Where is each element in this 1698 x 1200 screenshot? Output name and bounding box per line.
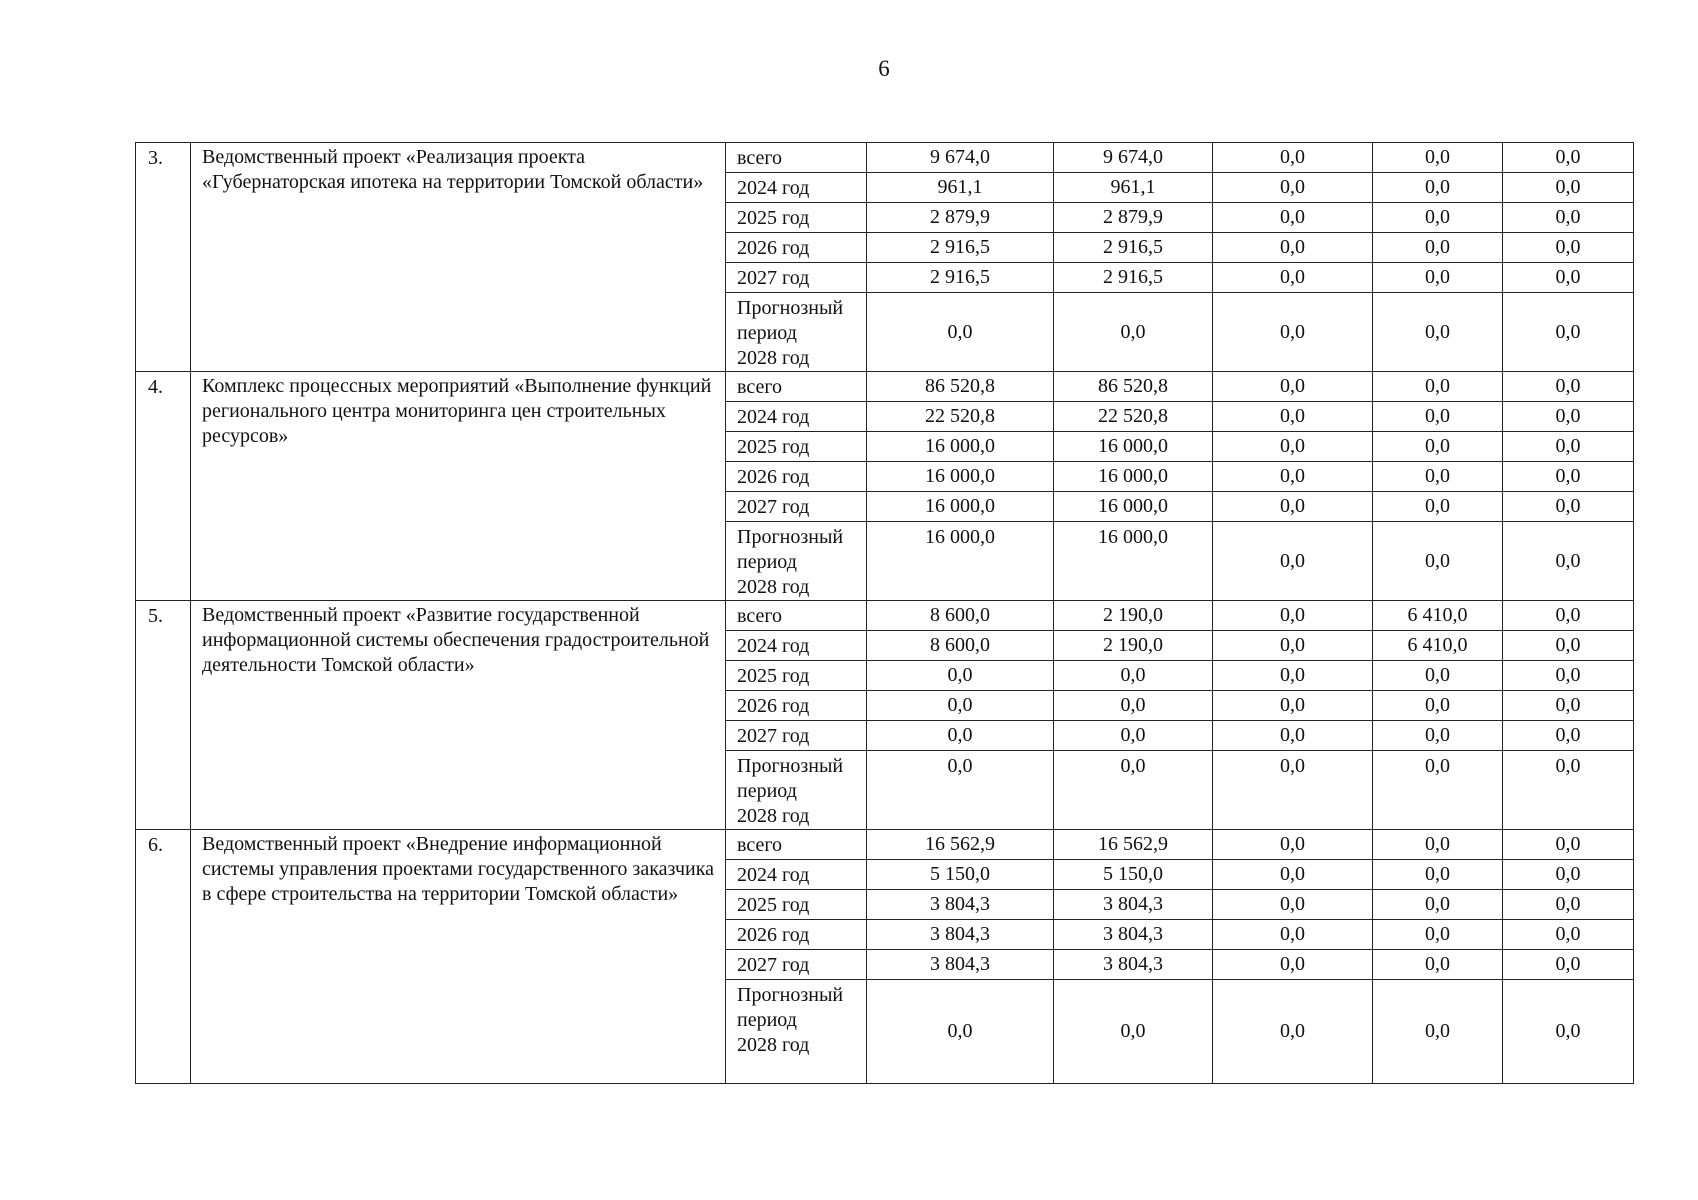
value-extra-budget: 0,0 (1503, 661, 1634, 691)
value-federal-budget: 0,0 (1213, 920, 1373, 950)
value-total: 16 000,0 (867, 492, 1054, 522)
period-label: 2025 год (726, 661, 867, 691)
value-total: 16 562,9 (867, 830, 1054, 860)
value-local-budget: 0,0 (1373, 293, 1503, 372)
value-total: 3 804,3 (867, 950, 1054, 980)
row-number: 5. (136, 601, 191, 830)
value-local-budget: 0,0 (1373, 661, 1503, 691)
value-extra-budget: 0,0 (1503, 432, 1634, 462)
value-total: 9 674,0 (867, 143, 1054, 173)
value-extra-budget: 0,0 (1503, 233, 1634, 263)
value-regional-budget: 0,0 (1054, 751, 1213, 830)
value-federal-budget: 0,0 (1213, 522, 1373, 601)
period-label: 2027 год (726, 721, 867, 751)
project-name: Ведомственный проект «Развитие государственной информационной системы обеспечения градостроительной деятельности Томской области» (191, 601, 726, 830)
value-local-budget: 6 410,0 (1373, 601, 1503, 631)
value-regional-budget: 0,0 (1054, 721, 1213, 751)
value-federal-budget: 0,0 (1213, 980, 1373, 1084)
value-total: 0,0 (867, 661, 1054, 691)
row-number: 6. (136, 830, 191, 1084)
value-local-budget: 0,0 (1373, 173, 1503, 203)
value-total: 2 916,5 (867, 233, 1054, 263)
period-label: 2025 год (726, 203, 867, 233)
period-label: Прогнозный период 2028 год (726, 293, 867, 372)
period-label: 2026 год (726, 920, 867, 950)
value-federal-budget: 0,0 (1213, 860, 1373, 890)
value-local-budget: 0,0 (1373, 920, 1503, 950)
value-total: 0,0 (867, 721, 1054, 751)
value-federal-budget: 0,0 (1213, 721, 1373, 751)
value-federal-budget: 0,0 (1213, 263, 1373, 293)
value-federal-budget: 0,0 (1213, 950, 1373, 980)
value-local-budget: 0,0 (1373, 233, 1503, 263)
value-local-budget: 0,0 (1373, 890, 1503, 920)
period-label: 2025 год (726, 890, 867, 920)
value-extra-budget: 0,0 (1503, 980, 1634, 1084)
value-local-budget: 0,0 (1373, 751, 1503, 830)
value-extra-budget: 0,0 (1503, 462, 1634, 492)
period-label: 2027 год (726, 263, 867, 293)
value-total: 961,1 (867, 173, 1054, 203)
value-total: 3 804,3 (867, 890, 1054, 920)
value-federal-budget: 0,0 (1213, 143, 1373, 173)
period-label: всего (726, 601, 867, 631)
period-label: 2026 год (726, 691, 867, 721)
period-label: 2027 год (726, 492, 867, 522)
value-local-budget: 0,0 (1373, 492, 1503, 522)
period-label: 2026 год (726, 233, 867, 263)
period-label: 2025 год (726, 432, 867, 462)
value-extra-budget: 0,0 (1503, 372, 1634, 402)
value-extra-budget: 0,0 (1503, 721, 1634, 751)
value-regional-budget: 2 190,0 (1054, 631, 1213, 661)
value-extra-budget: 0,0 (1503, 631, 1634, 661)
row-number: 3. (136, 143, 191, 372)
value-local-budget: 0,0 (1373, 860, 1503, 890)
value-regional-budget: 2 190,0 (1054, 601, 1213, 631)
value-regional-budget: 16 000,0 (1054, 462, 1213, 492)
value-regional-budget: 2 916,5 (1054, 233, 1213, 263)
value-federal-budget: 0,0 (1213, 402, 1373, 432)
table-row (136, 830, 1634, 860)
value-extra-budget: 0,0 (1503, 402, 1634, 432)
value-total: 3 804,3 (867, 920, 1054, 950)
value-extra-budget: 0,0 (1503, 601, 1634, 631)
value-regional-budget: 9 674,0 (1054, 143, 1213, 173)
value-federal-budget: 0,0 (1213, 751, 1373, 830)
value-extra-budget: 0,0 (1503, 143, 1634, 173)
value-regional-budget: 0,0 (1054, 691, 1213, 721)
value-extra-budget: 0,0 (1503, 691, 1634, 721)
value-federal-budget: 0,0 (1213, 601, 1373, 631)
value-local-budget: 0,0 (1373, 830, 1503, 860)
value-regional-budget: 16 000,0 (1054, 522, 1213, 601)
value-local-budget: 0,0 (1373, 143, 1503, 173)
value-extra-budget: 0,0 (1503, 173, 1634, 203)
budget-table (135, 142, 1634, 1084)
table-body (136, 143, 1634, 1084)
value-federal-budget: 0,0 (1213, 462, 1373, 492)
value-extra-budget: 0,0 (1503, 751, 1634, 830)
period-label: всего (726, 830, 867, 860)
value-local-budget: 0,0 (1373, 263, 1503, 293)
value-extra-budget: 0,0 (1503, 950, 1634, 980)
value-federal-budget: 0,0 (1213, 372, 1373, 402)
value-extra-budget: 0,0 (1503, 293, 1634, 372)
value-regional-budget: 86 520,8 (1054, 372, 1213, 402)
table-row (136, 601, 1634, 631)
period-label: 2026 год (726, 462, 867, 492)
value-regional-budget: 0,0 (1054, 980, 1213, 1084)
value-extra-budget: 0,0 (1503, 860, 1634, 890)
value-total: 0,0 (867, 293, 1054, 372)
value-federal-budget: 0,0 (1213, 830, 1373, 860)
value-regional-budget: 22 520,8 (1054, 402, 1213, 432)
value-total: 0,0 (867, 691, 1054, 721)
value-local-budget: 0,0 (1373, 950, 1503, 980)
value-federal-budget: 0,0 (1213, 233, 1373, 263)
value-total: 22 520,8 (867, 402, 1054, 432)
value-regional-budget: 961,1 (1054, 173, 1213, 203)
value-total: 2 916,5 (867, 263, 1054, 293)
value-local-budget: 0,0 (1373, 372, 1503, 402)
value-local-budget: 0,0 (1373, 432, 1503, 462)
period-label: 2024 год (726, 631, 867, 661)
value-federal-budget: 0,0 (1213, 890, 1373, 920)
value-local-budget: 0,0 (1373, 462, 1503, 492)
period-label: всего (726, 372, 867, 402)
period-label: всего (726, 143, 867, 173)
value-extra-budget: 0,0 (1503, 522, 1634, 601)
value-federal-budget: 0,0 (1213, 492, 1373, 522)
value-total: 0,0 (867, 751, 1054, 830)
project-name: Комплекс процессных мероприятий «Выполнение функций регионального центра мониторинга цен строительных ресурсов» (191, 372, 726, 601)
value-extra-budget: 0,0 (1503, 492, 1634, 522)
value-local-budget: 6 410,0 (1373, 631, 1503, 661)
value-federal-budget: 0,0 (1213, 691, 1373, 721)
value-extra-budget: 0,0 (1503, 263, 1634, 293)
period-label: Прогнозный период 2028 год (726, 522, 867, 601)
value-regional-budget: 0,0 (1054, 661, 1213, 691)
value-regional-budget: 0,0 (1054, 293, 1213, 372)
value-total: 86 520,8 (867, 372, 1054, 402)
table-row (136, 372, 1634, 402)
value-regional-budget: 5 150,0 (1054, 860, 1213, 890)
value-regional-budget: 2 916,5 (1054, 263, 1213, 293)
value-federal-budget: 0,0 (1213, 631, 1373, 661)
value-total: 16 000,0 (867, 432, 1054, 462)
period-label: 2024 год (726, 860, 867, 890)
project-name: Ведомственный проект «Реализация проекта «Губернаторская ипотека на территории Томской области» (191, 143, 726, 372)
value-local-budget: 0,0 (1373, 203, 1503, 233)
value-local-budget: 0,0 (1373, 721, 1503, 751)
value-total: 16 000,0 (867, 522, 1054, 601)
value-total: 16 000,0 (867, 462, 1054, 492)
value-total: 5 150,0 (867, 860, 1054, 890)
period-label: 2024 год (726, 402, 867, 432)
value-total: 8 600,0 (867, 601, 1054, 631)
value-extra-budget: 0,0 (1503, 203, 1634, 233)
value-regional-budget: 3 804,3 (1054, 950, 1213, 980)
project-name: Ведомственный проект «Внедрение информационной системы управления проектами государственного заказчика в сфере строительства на территории Томской области» (191, 830, 726, 1084)
row-number: 4. (136, 372, 191, 601)
value-regional-budget: 16 000,0 (1054, 432, 1213, 462)
value-federal-budget: 0,0 (1213, 173, 1373, 203)
value-local-budget: 0,0 (1373, 691, 1503, 721)
value-extra-budget: 0,0 (1503, 890, 1634, 920)
period-label: 2027 год (726, 950, 867, 980)
value-extra-budget: 0,0 (1503, 830, 1634, 860)
value-regional-budget: 3 804,3 (1054, 920, 1213, 950)
value-total: 2 879,9 (867, 203, 1054, 233)
value-federal-budget: 0,0 (1213, 203, 1373, 233)
value-local-budget: 0,0 (1373, 980, 1503, 1084)
page-number: 6 (878, 56, 890, 81)
table-row (136, 143, 1634, 173)
period-label: Прогнозный период 2028 год (726, 751, 867, 830)
value-regional-budget: 3 804,3 (1054, 890, 1213, 920)
period-label: Прогнозный период 2028 год (726, 980, 867, 1084)
value-federal-budget: 0,0 (1213, 661, 1373, 691)
value-total: 8 600,0 (867, 631, 1054, 661)
period-label: 2024 год (726, 173, 867, 203)
value-regional-budget: 16 000,0 (1054, 492, 1213, 522)
value-local-budget: 0,0 (1373, 522, 1503, 601)
value-extra-budget: 0,0 (1503, 920, 1634, 950)
value-federal-budget: 0,0 (1213, 293, 1373, 372)
value-local-budget: 0,0 (1373, 402, 1503, 432)
value-regional-budget: 2 879,9 (1054, 203, 1213, 233)
value-total: 0,0 (867, 980, 1054, 1084)
value-federal-budget: 0,0 (1213, 432, 1373, 462)
value-regional-budget: 16 562,9 (1054, 830, 1213, 860)
